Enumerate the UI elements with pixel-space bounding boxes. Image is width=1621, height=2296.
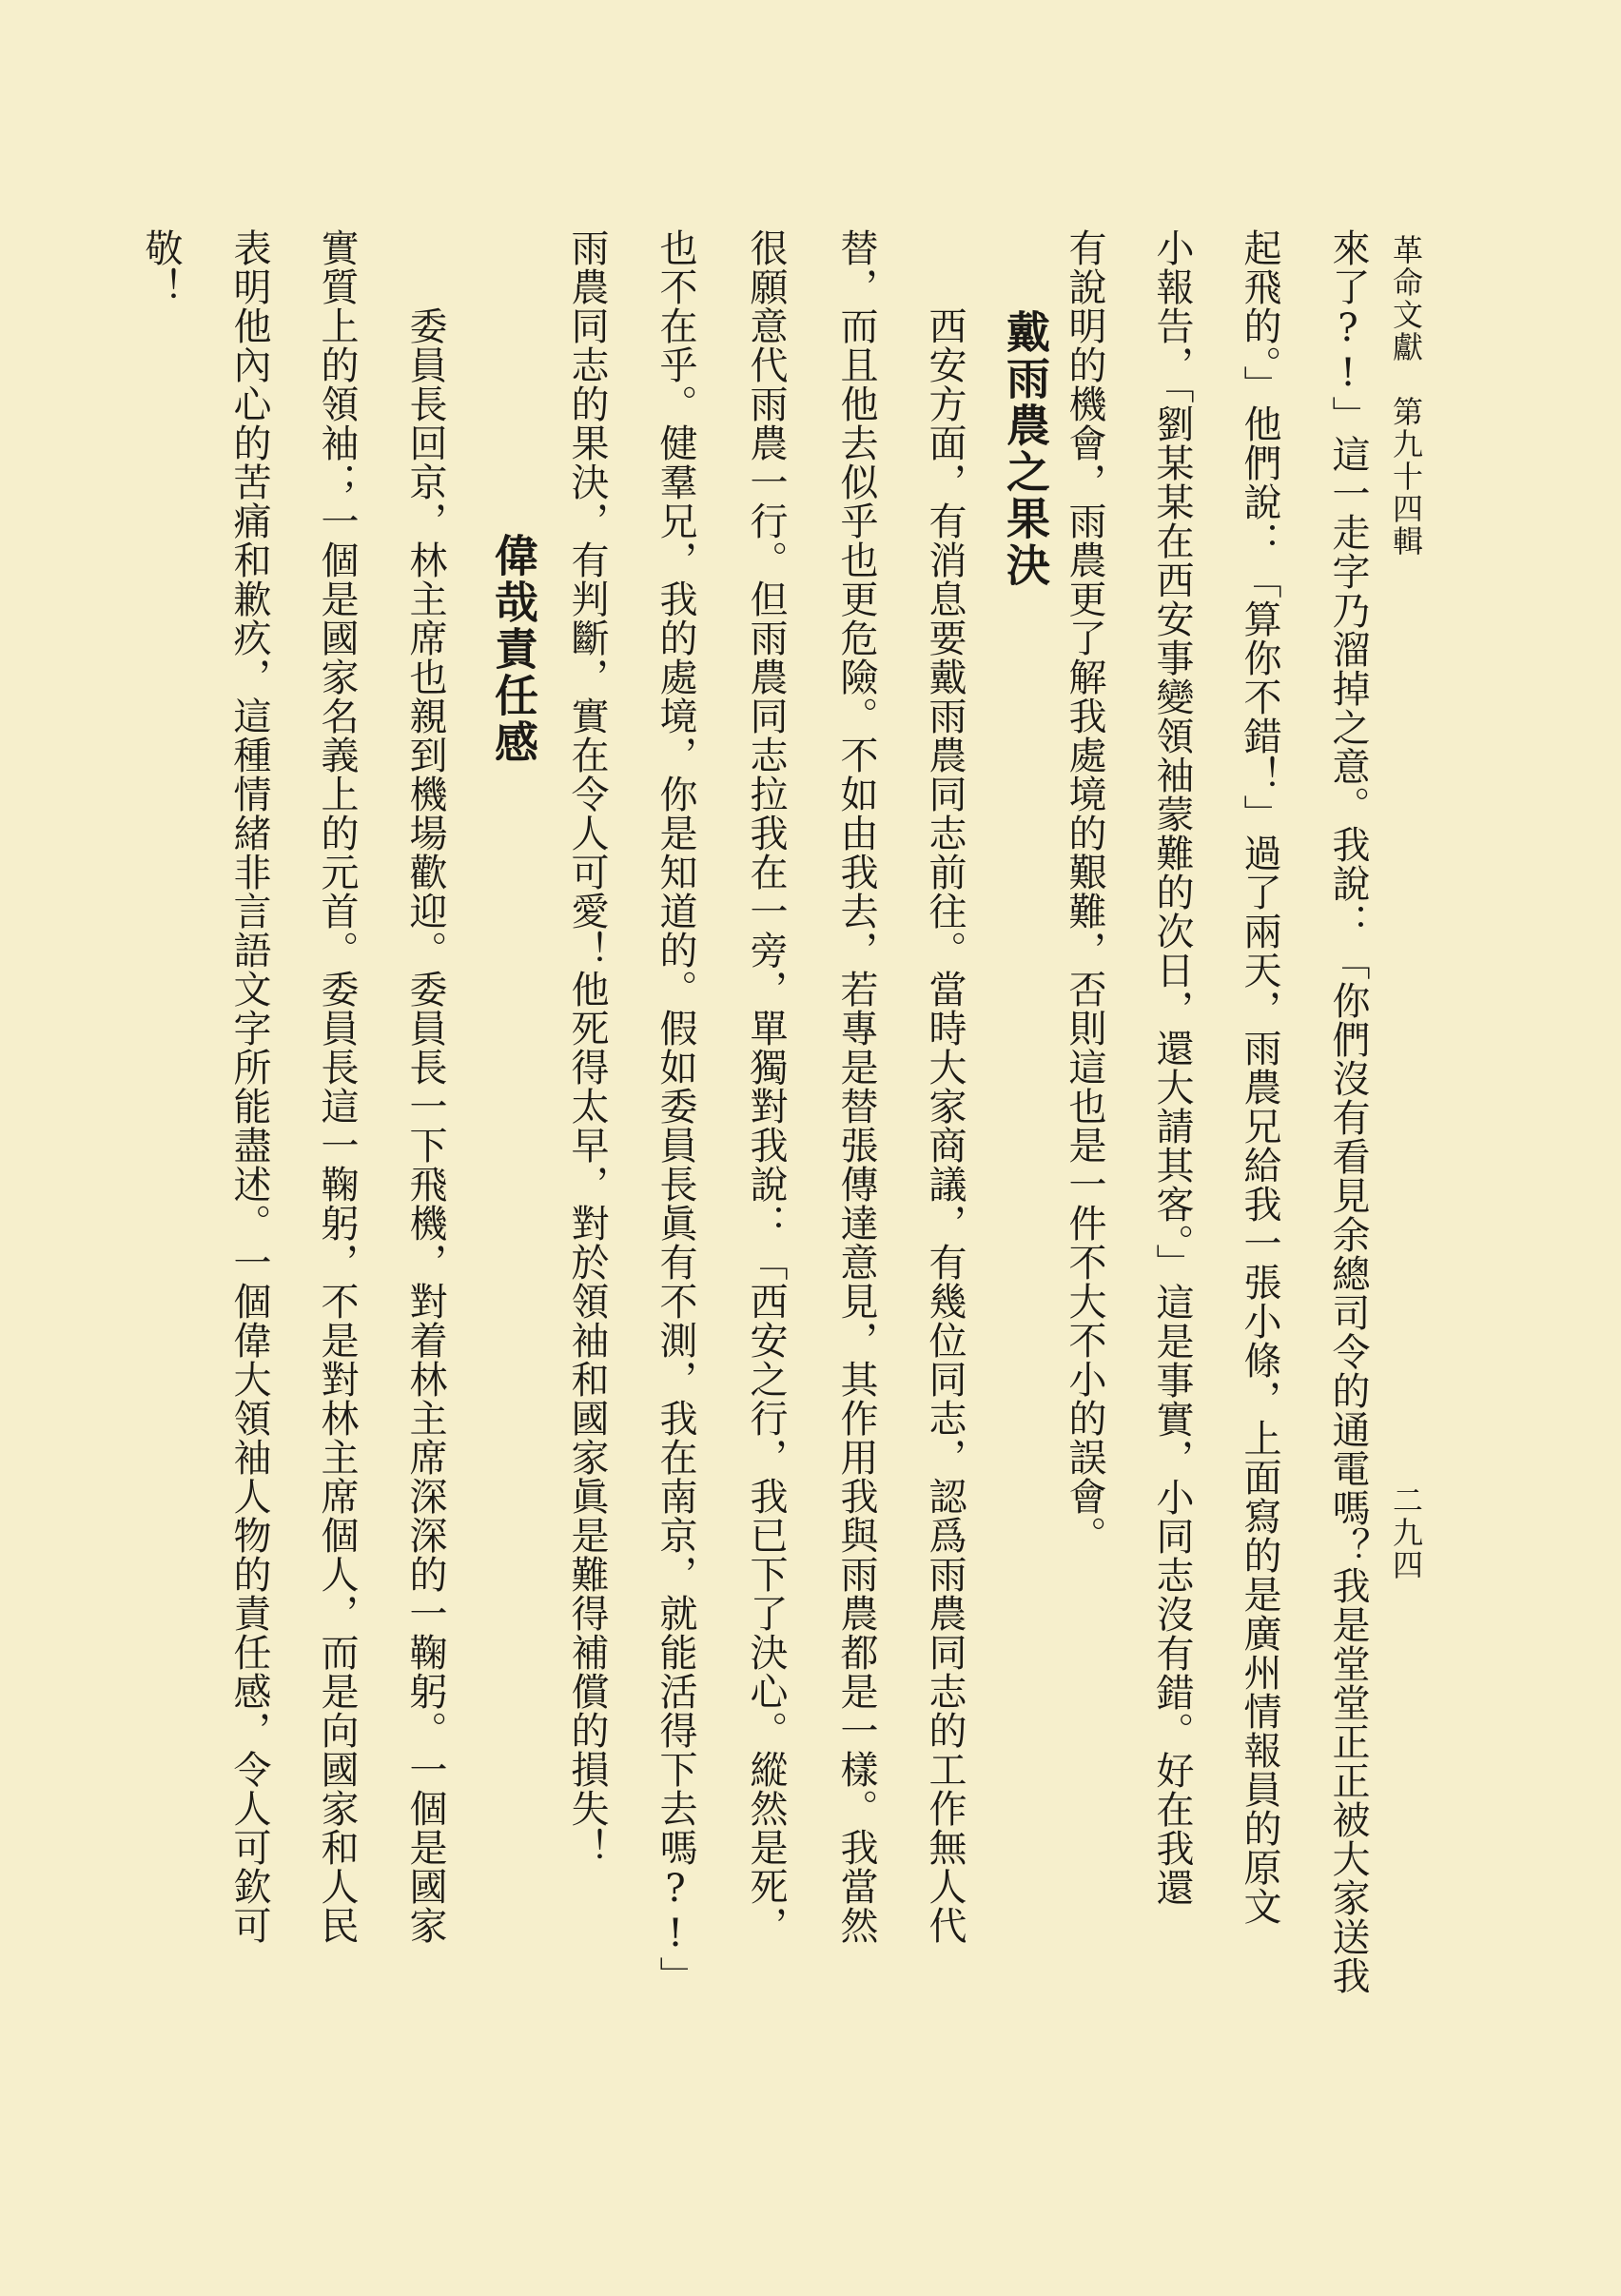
text-column: 委員長回京，林主席也親到機場歡迎。委員長一下飛機，對着林主席深深的一鞠躬。一個是國家 xyxy=(403,228,447,1945)
text-column: 西安方面，有消息要戴雨農同志前往。當時大家商議，有幾位同志，認爲雨農同志的工作無人代 xyxy=(923,228,967,1945)
text-column: 雨農同志的果決，有判斷，實在令人可愛！他死得太早，對於領袖和國家眞是難得補償的損失！ xyxy=(565,228,609,1867)
text-column: 小報告，「劉某某在西安事變領袖蒙難的次日，還大請其客。」這是事實，小同志沒有錯。好在我還 xyxy=(1150,228,1194,1907)
page-number: 二九四 xyxy=(1388,1484,1424,1581)
section-heading: 戴雨農之果決 xyxy=(1000,309,1051,589)
text-column: 起飛的。」他們說：「算你不錯！」過了兩天，雨農兄給我一張小條，上面寫的是廣州情報員的原文 xyxy=(1238,228,1281,1926)
text-column: 敬！ xyxy=(139,228,183,306)
text-column: 來了?!」這一走字乃溜掉之意。我說：「你們沒有看見余總司令的通電嗎？我是堂堂正正被大家送我 xyxy=(1326,228,1370,1995)
text-column: 表明他內心的苦痛和歉疚，這種情緒非言語文字所能盡述。一個偉大領袖人物的責任感，令人可欽可 xyxy=(227,228,271,1945)
text-column: 很願意代雨農一行。但雨農同志拉我在一旁，單獨對我說：「西安之行，我已下了決心。縱然是死， xyxy=(744,228,788,1945)
section-heading: 偉哉責任感 xyxy=(488,533,539,766)
text-column: 實質上的領袖；一個是國家名義上的元首。委員長這一鞠躬，不是對林主席個人，而是向國家和人民 xyxy=(315,228,359,1945)
text-column: 也不在乎。健羣兄，我的處境，你是知道的。假如委員長眞有不測，我在南京，就能活得下去嗎?!」 xyxy=(654,228,697,1995)
text-column: 有說明的機會，雨農更了解我處境的艱難，否則這也是一件不大不小的誤會。 xyxy=(1063,228,1106,1555)
book-title-header: 革命文獻 第九十四輯 xyxy=(1388,234,1424,558)
text-column: 替，而且他去似乎也更危險。不如由我去，若專是替張傳達意見，其作用我與雨農都是一樣。我當然 xyxy=(834,228,878,1945)
